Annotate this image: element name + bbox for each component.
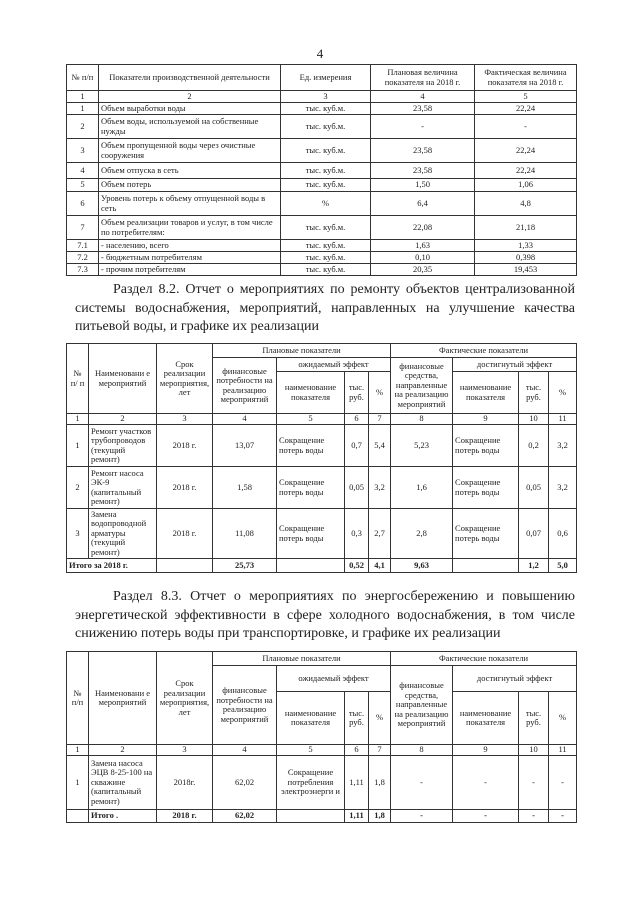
header-rub: тыс. руб.: [519, 372, 549, 414]
row-name: Ремонт участков трубопроводов (текущий ремонт): [89, 425, 157, 467]
row-plan: 0,10: [371, 252, 475, 264]
row-num: 7: [67, 216, 99, 240]
row-effect-achieved: Сокращение потерь воды: [453, 425, 519, 467]
table-row: [67, 103, 577, 115]
total-row: [67, 810, 577, 823]
row-plan: 20,35: [371, 264, 475, 276]
table-row: [67, 216, 577, 240]
total-fin-fact: 9,63: [391, 559, 453, 573]
row-pct: 5,4: [369, 425, 391, 467]
row-unit: тыс. куб.м.: [281, 115, 371, 139]
header-achieved: достигнутый эффект: [453, 666, 577, 692]
table-row: [67, 252, 577, 264]
colnum: 10: [519, 414, 549, 425]
row-effect: Сокращение потребления электроэнерги и: [277, 756, 345, 810]
row-plan: 1,50: [371, 179, 475, 192]
total-pct-achieved: 5,0: [549, 559, 577, 573]
row-name: Объем пропущенной воды через очистные сооружения: [99, 139, 281, 163]
row-name: Ремонт насоса ЭК-9 (капитальный ремонт): [89, 467, 157, 509]
row-num: 1: [67, 425, 89, 467]
header-rub: тыс. руб.: [519, 692, 549, 745]
header-name: Наименовани е мероприятий: [89, 344, 157, 414]
column-numbers-row: [67, 745, 577, 756]
header-plan: Плановые показатели: [213, 652, 391, 666]
energy-saving-table: [66, 651, 577, 823]
header-rub: тыс. руб.: [345, 692, 369, 745]
row-unit: тыс. куб.м.: [281, 240, 371, 252]
row-unit: тыс. куб.м.: [281, 216, 371, 240]
total-pct: 4,1: [369, 559, 391, 573]
colnum: 1: [67, 414, 89, 425]
row-unit: тыс. куб.м.: [281, 252, 371, 264]
colnum: 2: [99, 91, 281, 103]
total-rub: 1,11: [345, 810, 369, 823]
row-fact: 19,453: [475, 264, 577, 276]
header-effname: наименование показателя: [277, 692, 345, 745]
header-achieved: достигнутый эффект: [453, 358, 577, 372]
row-rub-achieved: 0,05: [519, 467, 549, 509]
row-rub-achieved: 0,2: [519, 425, 549, 467]
header-effname: наименование показателя: [453, 692, 519, 745]
header-effname: наименование показателя: [453, 372, 519, 414]
row-num: 5: [67, 179, 99, 192]
header-expected: ожидаемый эффект: [277, 666, 391, 692]
total-term: [157, 559, 213, 573]
header-num: № п/ п: [67, 344, 89, 414]
header-effname: наименование показателя: [277, 372, 345, 414]
row-name: Объем воды, используемой на собственные нужды: [99, 115, 281, 139]
header-num: № п/п: [67, 65, 99, 91]
row-fin-fact: 2,8: [391, 509, 453, 559]
column-numbers-row: [67, 91, 577, 103]
row-effect-achieved: Сокращение потерь воды: [453, 467, 519, 509]
row-num: 1: [67, 756, 89, 810]
row-term: 2018 г.: [157, 467, 213, 509]
row-fact: 22,24: [475, 139, 577, 163]
colnum: 7: [369, 414, 391, 425]
row-pct: 1,8: [369, 756, 391, 810]
colnum: 8: [391, 745, 453, 756]
table-row: [67, 115, 577, 139]
total-effect-achieved: [453, 559, 519, 573]
table-row: [67, 192, 577, 216]
row-plan: 22,08: [371, 216, 475, 240]
header-term: Срок реализации мероприятия, лет: [157, 652, 213, 745]
row-fact: 21,18: [475, 216, 577, 240]
colnum: 4: [213, 414, 277, 425]
row-unit: тыс. куб.м.: [281, 163, 371, 179]
colnum: 10: [519, 745, 549, 756]
row-fin-fact: -: [391, 756, 453, 810]
table-row: [67, 163, 577, 179]
colnum: 5: [277, 414, 345, 425]
row-name: Уровень потерь к объему отпущенной воды в сеть: [99, 192, 281, 216]
production-indicators-table: [66, 64, 577, 276]
row-rub: 0,05: [345, 467, 369, 509]
colnum: 9: [453, 414, 519, 425]
repair-measures-table: [66, 343, 577, 573]
row-pct: 2,7: [369, 509, 391, 559]
row-pct-achieved: 3,2: [549, 467, 577, 509]
header-indicator: Показатели производственной деятельности: [99, 65, 281, 91]
row-pct-achieved: 0,6: [549, 509, 577, 559]
row-num: 3: [67, 509, 89, 559]
header-pct: %: [369, 372, 391, 414]
colnum: 1: [67, 91, 99, 103]
header-fin-plan: финансовые потребности на реализацию мероприятий: [213, 358, 277, 414]
row-fact: -: [475, 115, 577, 139]
header-num: № п/п: [67, 652, 89, 745]
header-plan: Плановая величина показателя на 2018 г.: [371, 65, 475, 91]
row-plan: -: [371, 115, 475, 139]
colnum: 2: [89, 414, 157, 425]
row-unit: тыс. куб.м.: [281, 103, 371, 115]
header-pct: %: [549, 372, 577, 414]
header-plan: Плановые показатели: [213, 344, 391, 358]
row-name: - бюджетным потребителям: [99, 252, 281, 264]
header-name: Наименовани е мероприятий: [89, 652, 157, 745]
header-fact: Фактические показатели: [391, 652, 577, 666]
header-fin-plan: финансовые потребности на реализацию мероприятий: [213, 666, 277, 745]
table-row: [67, 179, 577, 192]
colnum: 11: [549, 414, 577, 425]
row-unit: %: [281, 192, 371, 216]
row-num: 3: [67, 139, 99, 163]
row-pct-achieved: -: [549, 756, 577, 810]
total-pct-achieved: -: [549, 810, 577, 823]
colnum: 3: [157, 745, 213, 756]
row-pct-achieved: 3,2: [549, 425, 577, 467]
table-row: [67, 139, 577, 163]
header-rub: тыс. руб.: [345, 372, 369, 414]
total-fin-fact: -: [391, 810, 453, 823]
row-fact: 22,24: [475, 163, 577, 179]
row-fact: 22,24: [475, 103, 577, 115]
total-label: Итого за 2018 г.: [67, 559, 157, 573]
row-name: Объем выработки воды: [99, 103, 281, 115]
row-num: 7.3: [67, 264, 99, 276]
total-rub: 0,52: [345, 559, 369, 573]
colnum: 3: [281, 91, 371, 103]
row-fin-plan: 11,08: [213, 509, 277, 559]
total-effect-achieved: -: [453, 810, 519, 823]
row-num: 7.1: [67, 240, 99, 252]
row-term: 2018г.: [157, 756, 213, 810]
row-num: 2: [67, 115, 99, 139]
row-unit: тыс. куб.м.: [281, 139, 371, 163]
row-fact: 0,398: [475, 252, 577, 264]
colnum: 6: [345, 745, 369, 756]
row-name: Замена водопроводной арматуры (текущий ремонт): [89, 509, 157, 559]
row-effect: Сокращение потерь воды: [277, 425, 345, 467]
row-rub-achieved: 0,07: [519, 509, 549, 559]
row-num: 7.2: [67, 252, 99, 264]
table-row: [67, 756, 577, 810]
row-effect-achieved: -: [453, 756, 519, 810]
header-expected: ожидаемый эффект: [277, 358, 391, 372]
row-plan: 23,58: [371, 139, 475, 163]
row-fin-plan: 62,02: [213, 756, 277, 810]
total-label: Итого .: [89, 810, 157, 823]
colnum: 5: [277, 745, 345, 756]
table-row: [67, 509, 577, 559]
total-rub-achieved: 1,2: [519, 559, 549, 573]
row-num: 4: [67, 163, 99, 179]
row-effect: Сокращение потерь воды: [277, 509, 345, 559]
row-fact: 1,33: [475, 240, 577, 252]
header-fin-fact: финансовые средства, направленные на реализацию мероприятий: [391, 358, 453, 414]
row-fact: 1,06: [475, 179, 577, 192]
row-num: 6: [67, 192, 99, 216]
total-fin-plan: 25,73: [213, 559, 277, 573]
row-fin-plan: 13,07: [213, 425, 277, 467]
total-num: [67, 810, 89, 823]
colnum: 6: [345, 414, 369, 425]
header-pct: %: [369, 692, 391, 745]
row-name: - населению, всего: [99, 240, 281, 252]
header-fact: Фактические показатели: [391, 344, 577, 358]
total-effect: [277, 810, 345, 823]
header-term: Срок реализации мероприятия, лет: [157, 344, 213, 414]
row-rub: 0,7: [345, 425, 369, 467]
row-name: Объем реализации товаров и услуг, в том числе по потребителям:: [99, 216, 281, 240]
table-row: [67, 467, 577, 509]
table-row: [67, 264, 577, 276]
colnum: 7: [369, 745, 391, 756]
row-effect: Сокращение потерь воды: [277, 467, 345, 509]
colnum: 1: [67, 745, 89, 756]
row-plan: 23,58: [371, 163, 475, 179]
page-number: 4: [316, 46, 324, 61]
row-num: 1: [67, 103, 99, 115]
total-fin-plan: 62,02: [213, 810, 277, 823]
header-fin-fact: финансовые средства, направленные на реализацию мероприятий: [391, 666, 453, 745]
row-name: Объем потерь: [99, 179, 281, 192]
header-fact: Фактическая величина показателя на 2018 г.: [475, 65, 577, 91]
total-rub-achieved: -: [519, 810, 549, 823]
total-effect: [277, 559, 345, 573]
table-row: [67, 240, 577, 252]
row-plan: 6,4: [371, 192, 475, 216]
row-unit: тыс. куб.м.: [281, 179, 371, 192]
header-unit: Ед. измерения: [281, 65, 371, 91]
colnum: 5: [475, 91, 577, 103]
colnum: 8: [391, 414, 453, 425]
column-numbers-row: [67, 414, 577, 425]
table-row: [67, 425, 577, 467]
row-fin-fact: 1,6: [391, 467, 453, 509]
row-fin-fact: 5,23: [391, 425, 453, 467]
section-8-2-title: Раздел 8.2. Отчет о мероприятиях по ремонту объектов централизованной системы водоснабжения, мероприятий, направленных на улучшение качества питьевой воды, и графике их реализации: [75, 282, 575, 334]
row-name: Объем отпуска в сеть: [99, 163, 281, 179]
colnum: 4: [371, 91, 475, 103]
row-pct: 3,2: [369, 467, 391, 509]
section-8-3-title: Раздел 8.3. Отчет о мероприятиях по энергосбережению и повышению энергетической эффективности в сфере холодного водоснабжения, в том числе снижению потерь воды при транспортировке, и графике их реализации: [75, 589, 575, 641]
row-name: Замена насоса ЭЦВ 8-25-100 на скважине (капитальный ремонт): [89, 756, 157, 810]
colnum: 9: [453, 745, 519, 756]
row-plan: 1,63: [371, 240, 475, 252]
row-name: - прочим потребителям: [99, 264, 281, 276]
row-fact: 4,8: [475, 192, 577, 216]
row-term: 2018 г.: [157, 509, 213, 559]
colnum: 11: [549, 745, 577, 756]
row-term: 2018 г.: [157, 425, 213, 467]
row-rub: 1,11: [345, 756, 369, 810]
header-pct: %: [549, 692, 577, 745]
row-rub: 0,3: [345, 509, 369, 559]
row-unit: тыс. куб.м.: [281, 264, 371, 276]
row-effect-achieved: Сокращение потерь воды: [453, 509, 519, 559]
total-pct: 1,8: [369, 810, 391, 823]
row-fin-plan: 1,58: [213, 467, 277, 509]
row-rub-achieved: -: [519, 756, 549, 810]
row-plan: 23,58: [371, 103, 475, 115]
colnum: 3: [157, 414, 213, 425]
total-term: 2018 г.: [157, 810, 213, 823]
total-row: [67, 559, 577, 573]
colnum: 4: [213, 745, 277, 756]
row-num: 2: [67, 467, 89, 509]
colnum: 2: [89, 745, 157, 756]
